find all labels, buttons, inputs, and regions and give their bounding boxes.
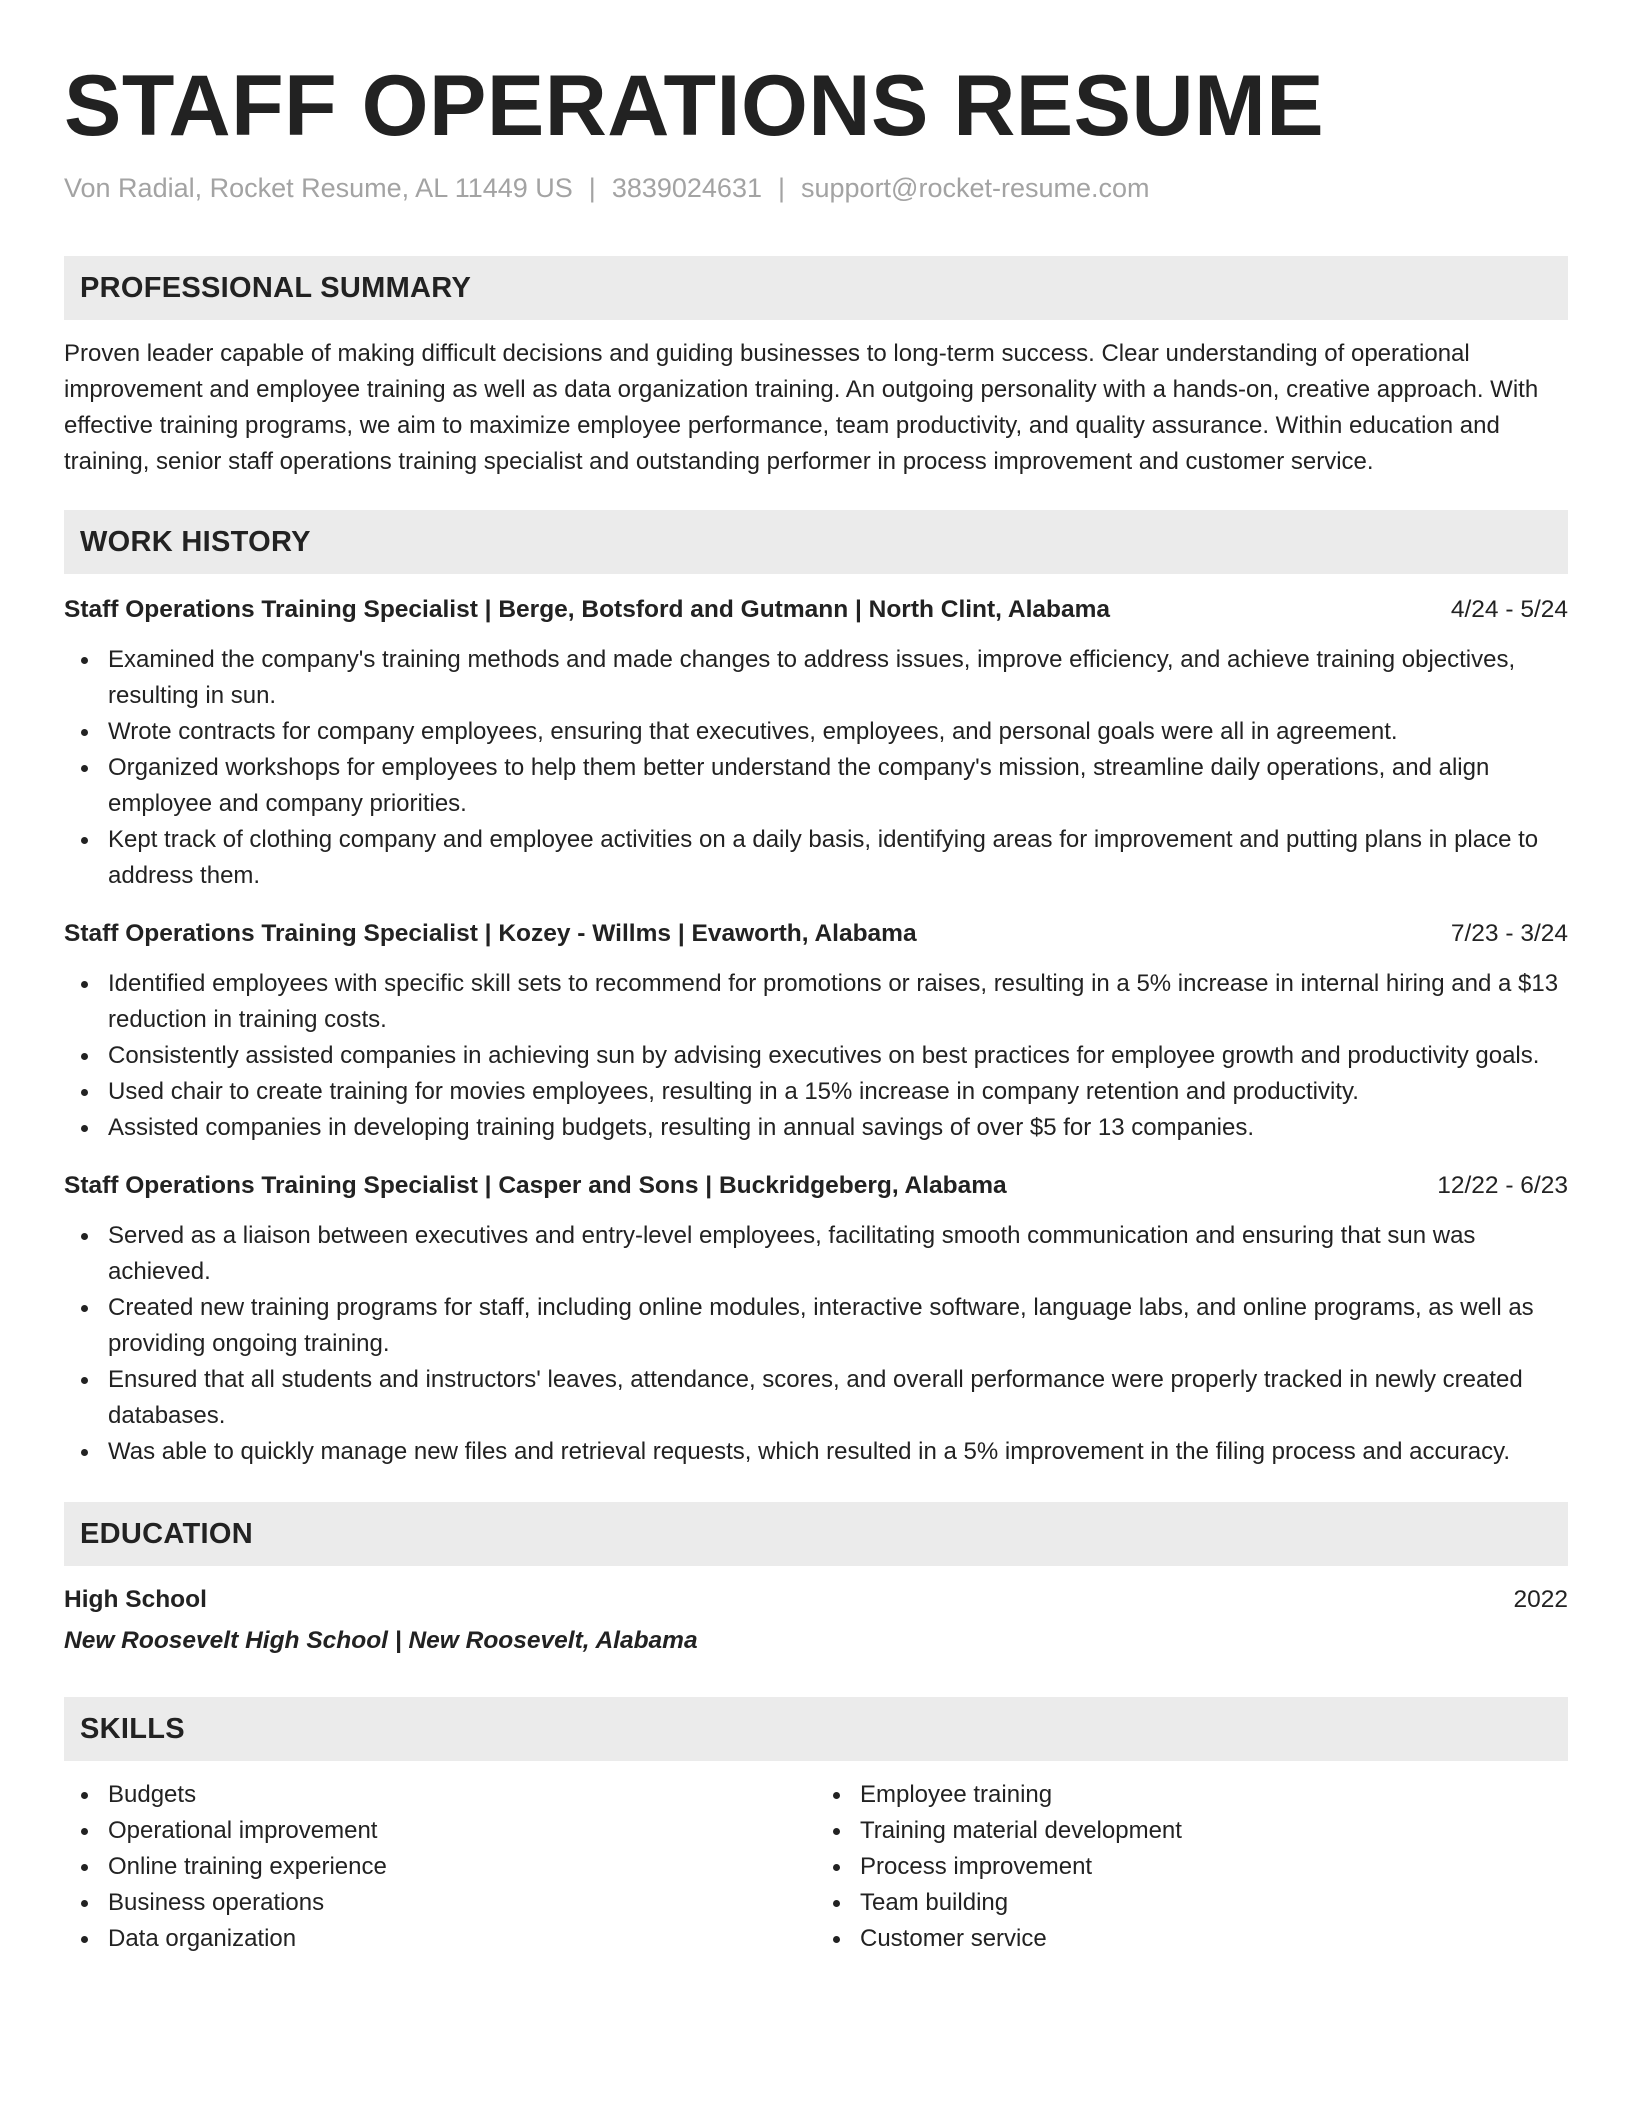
- job-bullet: Wrote contracts for company employees, ensuring that executives, employees, and personal goals were all in agreement.: [64, 714, 1568, 750]
- resume-title: STAFF OPERATIONS RESUME: [64, 58, 1325, 154]
- job-bullets: [64, 642, 1568, 894]
- job-title: Staff Operations Training Specialist | Casper and Sons | Buckridgeberg, Alabama: [64, 1172, 1007, 1199]
- job-bullet: Examined the company's training methods and made changes to address issues, improve efficiency, and achieve training objectives, resulting in sun.: [64, 642, 1568, 714]
- job-entry: [64, 592, 1568, 894]
- summary-text: Proven leader capable of making difficult decisions and guiding businesses to long-term success. Clear understanding of operational improvement and employee training as well as data organization training. An outgoing personality with a hands-on, creative approach. With effective training programs, we aim to maximize employee performance, team productivity, and quality assurance. Within education and training, senior staff operations training specialist and outstanding performer in process improvement and customer service.: [64, 340, 1539, 475]
- job-bullets: [64, 966, 1568, 1146]
- job-bullet: Created new training programs for staff, including online modules, interactive software, language labs, and online programs, as well as providing ongoing training.: [64, 1290, 1568, 1362]
- job-bullet: Ensured that all students and instructors' leaves, attendance, scores, and overall performance were properly tracked in newly created databases.: [64, 1362, 1568, 1434]
- education-school: New Roosevelt High School | New Roosevelt, Alabama: [64, 1627, 698, 1654]
- job-header: [64, 592, 1568, 628]
- skill-item: Data organization: [64, 1921, 816, 1957]
- job-bullet: Consistently assisted companies in achieving sun by advising executives on best practices for employee growth and productivity goals.: [64, 1038, 1568, 1074]
- skills-column-right: [816, 1777, 1568, 1957]
- job-dates: 12/22 - 6/23: [1437, 1172, 1568, 1199]
- job-bullets: [64, 1218, 1568, 1470]
- job-entry: [64, 1168, 1568, 1470]
- job-bullet: Organized workshops for employees to help them better understand the company's mission, streamline daily operations, and align employee and company priorities.: [64, 750, 1568, 822]
- job-bullet: Used chair to create training for movies employees, resulting in a 15% increase in company retention and productivity.: [64, 1074, 1568, 1110]
- education-row: [64, 1582, 1568, 1618]
- contact-line: [64, 170, 1568, 206]
- contact-phone: 3839024631: [611, 173, 762, 203]
- contact-address: Von Radial, Rocket Resume, AL 11449 US: [64, 173, 573, 203]
- education-year: 2022: [1513, 1586, 1568, 1613]
- job-bullet: Was able to quickly manage new files and retrieval requests, which resulted in a 5% improvement in the filing process and accuracy.: [64, 1434, 1568, 1470]
- skill-item: Customer service: [816, 1921, 1568, 1957]
- job-bullet: Assisted companies in developing training budgets, resulting in annual savings of over $5 for 13 companies.: [64, 1110, 1568, 1146]
- skill-item: Operational improvement: [64, 1813, 816, 1849]
- job-header: [64, 916, 1568, 952]
- job-bullet: Identified employees with specific skill sets to recommend for promotions or raises, resulting in a 5% increase in internal hiring and a $13 reduction in training costs.: [64, 966, 1568, 1038]
- job-bullet: Served as a liaison between executives and entry-level employees, facilitating smooth communication and ensuring that sun was achieved.: [64, 1218, 1568, 1290]
- contact-separator: |: [777, 173, 785, 203]
- skill-item: Online training experience: [64, 1849, 816, 1885]
- skills-column-left: [64, 1777, 816, 1957]
- job-title: Staff Operations Training Specialist | Kozey - Willms | Evaworth, Alabama: [64, 920, 917, 947]
- section-heading-skills: SKILLS: [64, 1697, 1568, 1761]
- job-bullet: Kept track of clothing company and employee activities on a daily basis, identifying areas for improvement and putting plans in place to address them.: [64, 822, 1568, 894]
- contact-separator: |: [588, 173, 596, 203]
- skill-item: Business operations: [64, 1885, 816, 1921]
- skill-item: Employee training: [816, 1777, 1568, 1813]
- skills-grid: [64, 1777, 1568, 1957]
- education-degree: High School: [64, 1586, 207, 1613]
- skill-item: Training material development: [816, 1813, 1568, 1849]
- job-entry: [64, 916, 1568, 1146]
- section-heading-education: EDUCATION: [64, 1502, 1568, 1566]
- job-dates: 7/23 - 3/24: [1450, 920, 1568, 947]
- section-heading-summary: PROFESSIONAL SUMMARY: [64, 256, 1568, 320]
- section-heading-work-history: WORK HISTORY: [64, 510, 1568, 574]
- skill-item: Team building: [816, 1885, 1568, 1921]
- skill-item: Process improvement: [816, 1849, 1568, 1885]
- job-title: Staff Operations Training Specialist | Berge, Botsford and Gutmann | North Clint, Alabama: [64, 596, 1111, 623]
- job-header: [64, 1168, 1568, 1204]
- skill-item: Budgets: [64, 1777, 816, 1813]
- contact-email: support@rocket-resume.com: [801, 173, 1150, 203]
- job-dates: 4/24 - 5/24: [1450, 596, 1568, 623]
